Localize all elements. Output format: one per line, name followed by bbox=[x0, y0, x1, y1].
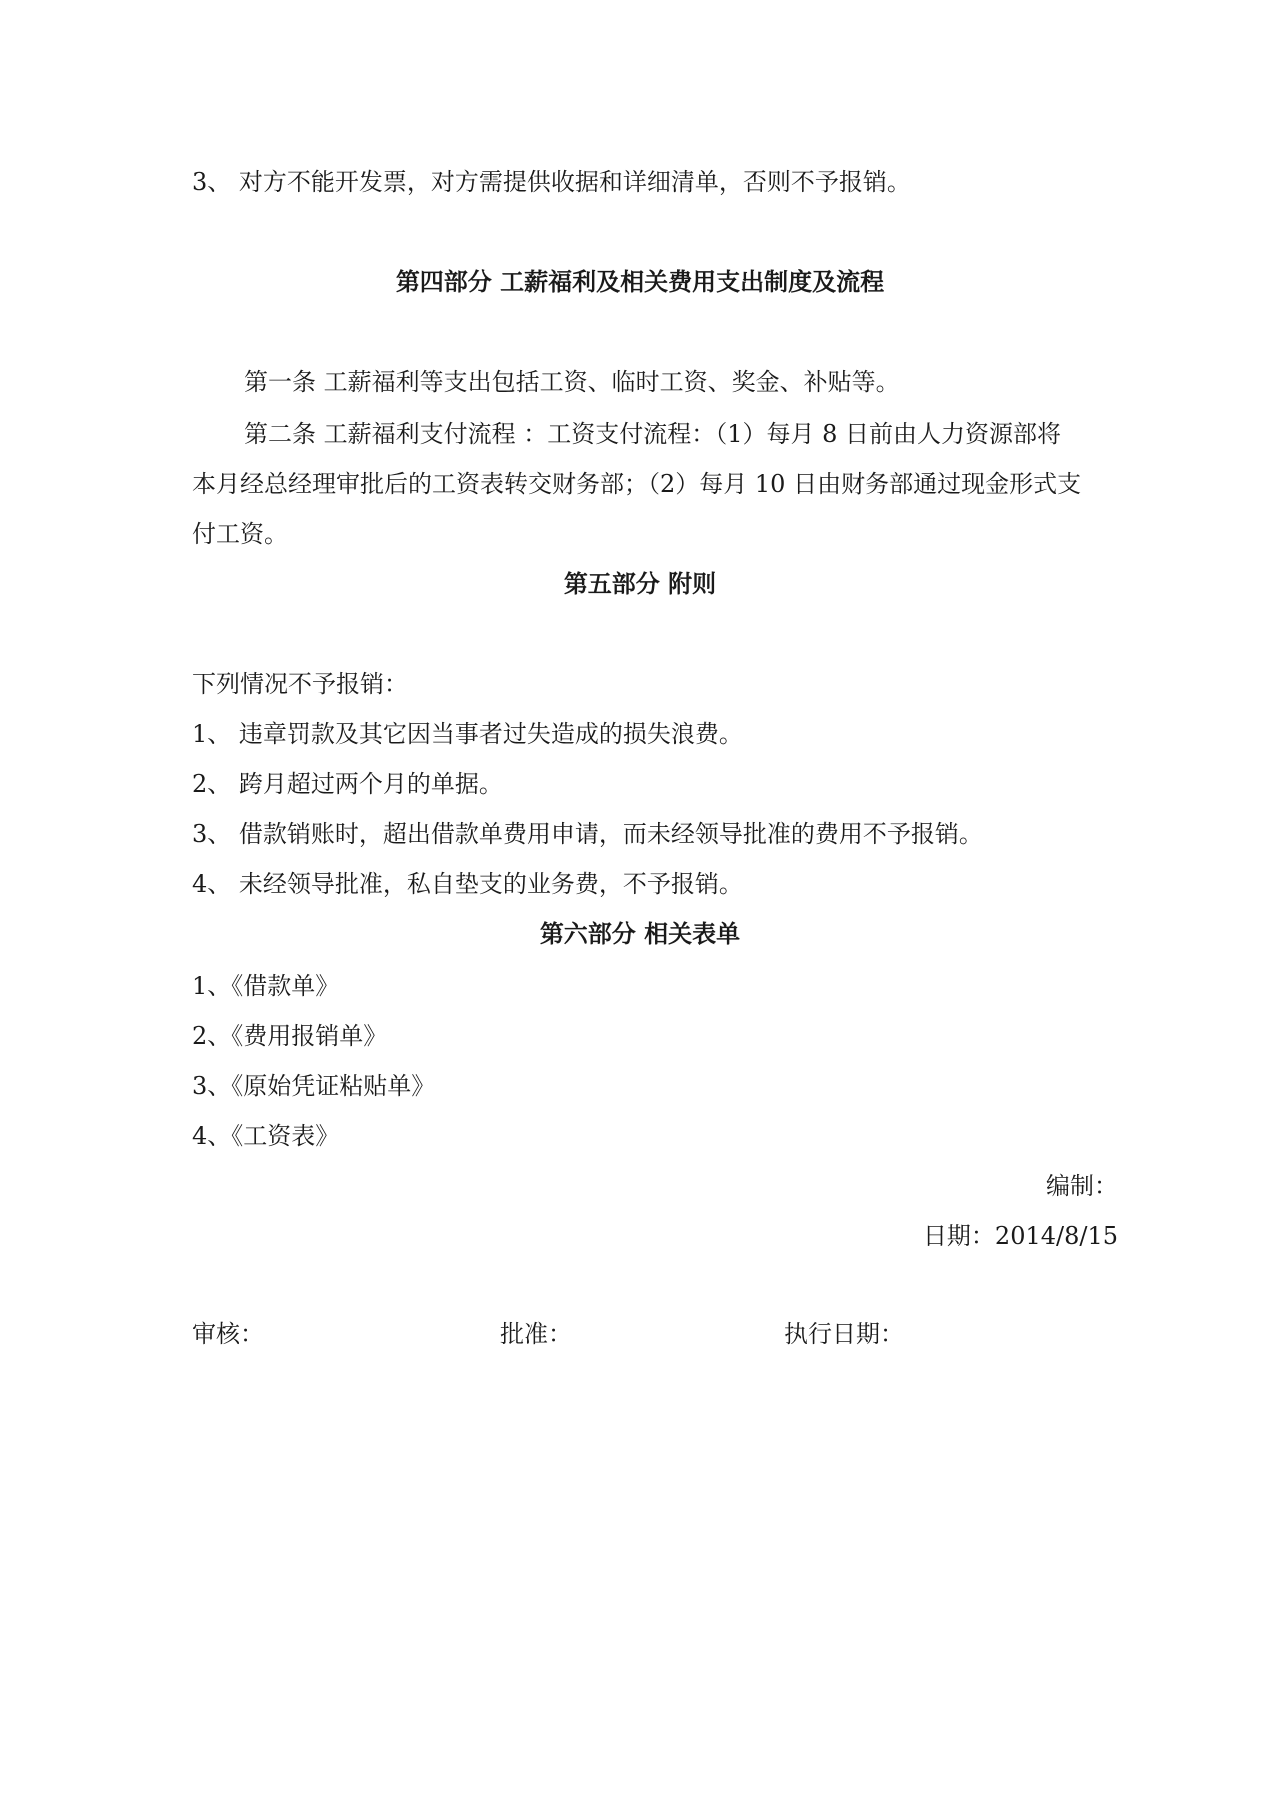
part6-title: 第六部分 相关表单 bbox=[539, 919, 741, 948]
review-label: 审核： bbox=[192, 1320, 264, 1348]
effective-date-label: 执行日期： bbox=[784, 1320, 904, 1348]
part5-item-1: 1、 违章罚款及其它因当事者过失造成的损失浪费。 bbox=[192, 720, 743, 748]
part6-item-1: 1、《借款单》 bbox=[192, 972, 340, 1000]
part4-article2-line3: 付工资。 bbox=[192, 520, 288, 548]
document-date: 日期：2014/8/15 bbox=[922, 1222, 1118, 1250]
part4-article1: 第一条 工薪福利等支出包括工资、临时工资、奖金、补贴等。 bbox=[244, 368, 900, 396]
part5-item-2: 2、 跨月超过两个月的单据。 bbox=[192, 770, 503, 798]
part5-intro: 下列情况不予报销： bbox=[192, 670, 408, 698]
part6-item-3: 3、《原始凭证粘贴单》 bbox=[192, 1072, 436, 1100]
approve-label: 批准： bbox=[500, 1320, 572, 1348]
part4-article2-line2: 本月经总经理审批后的工资表转交财务部；（2）每月 10 日由财务部通过现金形式支 bbox=[192, 470, 1082, 498]
part5-item-4: 4、 未经领导批准，私自垫支的业务费，不予报销。 bbox=[192, 870, 743, 898]
part5-item-3: 3、 借款销账时，超出借款单费用申请，而未经领导批准的费用不予报销。 bbox=[192, 820, 983, 848]
top-item: 3、 对方不能开发票，对方需提供收据和详细清单，否则不予报销。 bbox=[192, 168, 911, 196]
part6-item-4: 4、《工资表》 bbox=[192, 1122, 340, 1150]
part5-title: 第五部分 附则 bbox=[563, 569, 717, 598]
part4-article2-line1: 第二条 工薪福利支付流程 ：工资支付流程：（1）每月 8 日前由人力资源部将 bbox=[244, 420, 1062, 448]
part4-title: 第四部分 工薪福利及相关费用支出制度及流程 bbox=[395, 267, 885, 296]
part6-item-2: 2、《费用报销单》 bbox=[192, 1022, 388, 1050]
prepared-by-label: 编制： bbox=[1046, 1172, 1118, 1200]
